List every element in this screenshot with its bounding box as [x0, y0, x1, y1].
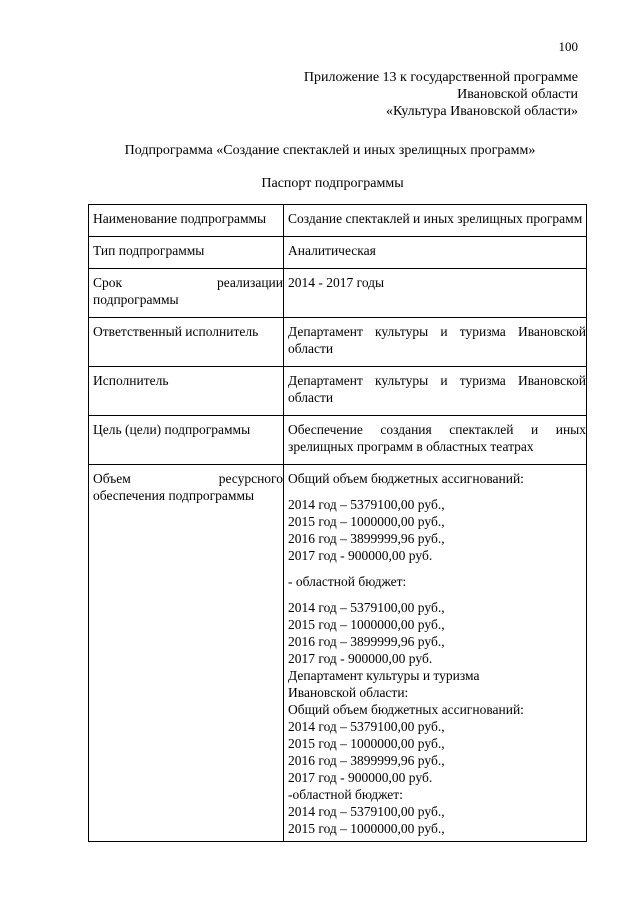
row-value: Департамент культуры и туризма Ивановской области — [284, 318, 587, 367]
funding-total-header: Общий объем бюджетных ассигнований: — [288, 471, 524, 486]
funding-line: 2017 год - 900000,00 руб. — [288, 651, 433, 666]
funding-line: 2017 год - 900000,00 руб. — [288, 770, 433, 785]
appendix-header — [218, 69, 578, 120]
funding-line: 2017 год - 900000,00 руб. — [288, 548, 433, 563]
passport-table — [88, 204, 587, 842]
funding-dept-line-2: Ивановской области: — [288, 685, 409, 700]
row-label: Тип подпрограммы — [89, 237, 284, 269]
row-label: Цель (цели) подпрограммы — [89, 416, 284, 465]
appendix-line-1: Приложение 13 к государственной программе — [303, 70, 578, 85]
funding-line: 2016 год – 3899999,96 руб., — [288, 753, 445, 768]
funding-line: 2015 год – 1000000,00 руб., — [288, 736, 445, 751]
row-label-line-2: обеспечения подпрограммы — [93, 488, 255, 503]
table-row-executor — [89, 367, 587, 416]
row-label-line-2: подпрограммы — [93, 292, 179, 307]
row-value: Создание спектаклей и иных зрелищных программ — [284, 205, 587, 237]
funding-line: 2015 год – 1000000,00 руб., — [288, 514, 445, 529]
appendix-line-3: «Культура Ивановской области» — [385, 104, 578, 119]
funding-dept-total-header: Общий объем бюджетных ассигнований: — [288, 702, 524, 717]
funding-line: 2014 год – 5379100,00 руб., — [288, 600, 445, 615]
row-label — [89, 269, 284, 318]
funding-line: 2016 год – 3899999,96 руб., — [288, 531, 445, 546]
row-value: Аналитическая — [284, 237, 587, 269]
table-row-name — [89, 205, 587, 237]
row-value: Обеспечение создания спектаклей и иных зрелищных программ в областных театрах — [284, 416, 587, 465]
funding-line: 2015 год – 1000000,00 руб., — [288, 617, 445, 632]
table-row-funding — [89, 465, 587, 842]
row-label — [89, 465, 284, 842]
subprogram-title: Подпрограмма «Создание спектаклей и иных зрелищных программ» — [124, 143, 536, 158]
row-value: 2014 - 2017 годы — [284, 269, 587, 318]
funding-line: 2014 год – 5379100,00 руб., — [288, 719, 445, 734]
row-label: Ответственный исполнитель — [89, 318, 284, 367]
passport-title: Паспорт подпрограммы — [261, 176, 404, 191]
funding-details — [284, 465, 587, 842]
row-label-line-1: Срок реализации — [93, 275, 283, 290]
row-value: Департамент культуры и туризма Ивановской области — [284, 367, 587, 416]
page-number: 100 — [558, 39, 578, 54]
row-label: Исполнитель — [89, 367, 284, 416]
funding-dept-regional-header: -областной бюджет: — [288, 787, 403, 802]
table-row-responsible — [89, 318, 587, 367]
funding-regional-header: - областной бюджет: — [288, 574, 407, 589]
funding-line: 2015 год – 1000000,00 руб., — [288, 821, 445, 836]
funding-dept-line-1: Департамент культуры и туризма — [288, 668, 480, 683]
row-label: Наименование подпрограммы — [89, 205, 284, 237]
table-row-goal — [89, 416, 587, 465]
table-row-type — [89, 237, 587, 269]
row-label-line-1: Объем ресурсного — [93, 471, 283, 486]
funding-line: 2014 год – 5379100,00 руб., — [288, 804, 445, 819]
funding-line: 2016 год – 3899999,96 руб., — [288, 634, 445, 649]
funding-line: 2014 год – 5379100,00 руб., — [288, 497, 445, 512]
table-row-term — [89, 269, 587, 318]
appendix-line-2: Ивановской области — [457, 87, 578, 102]
